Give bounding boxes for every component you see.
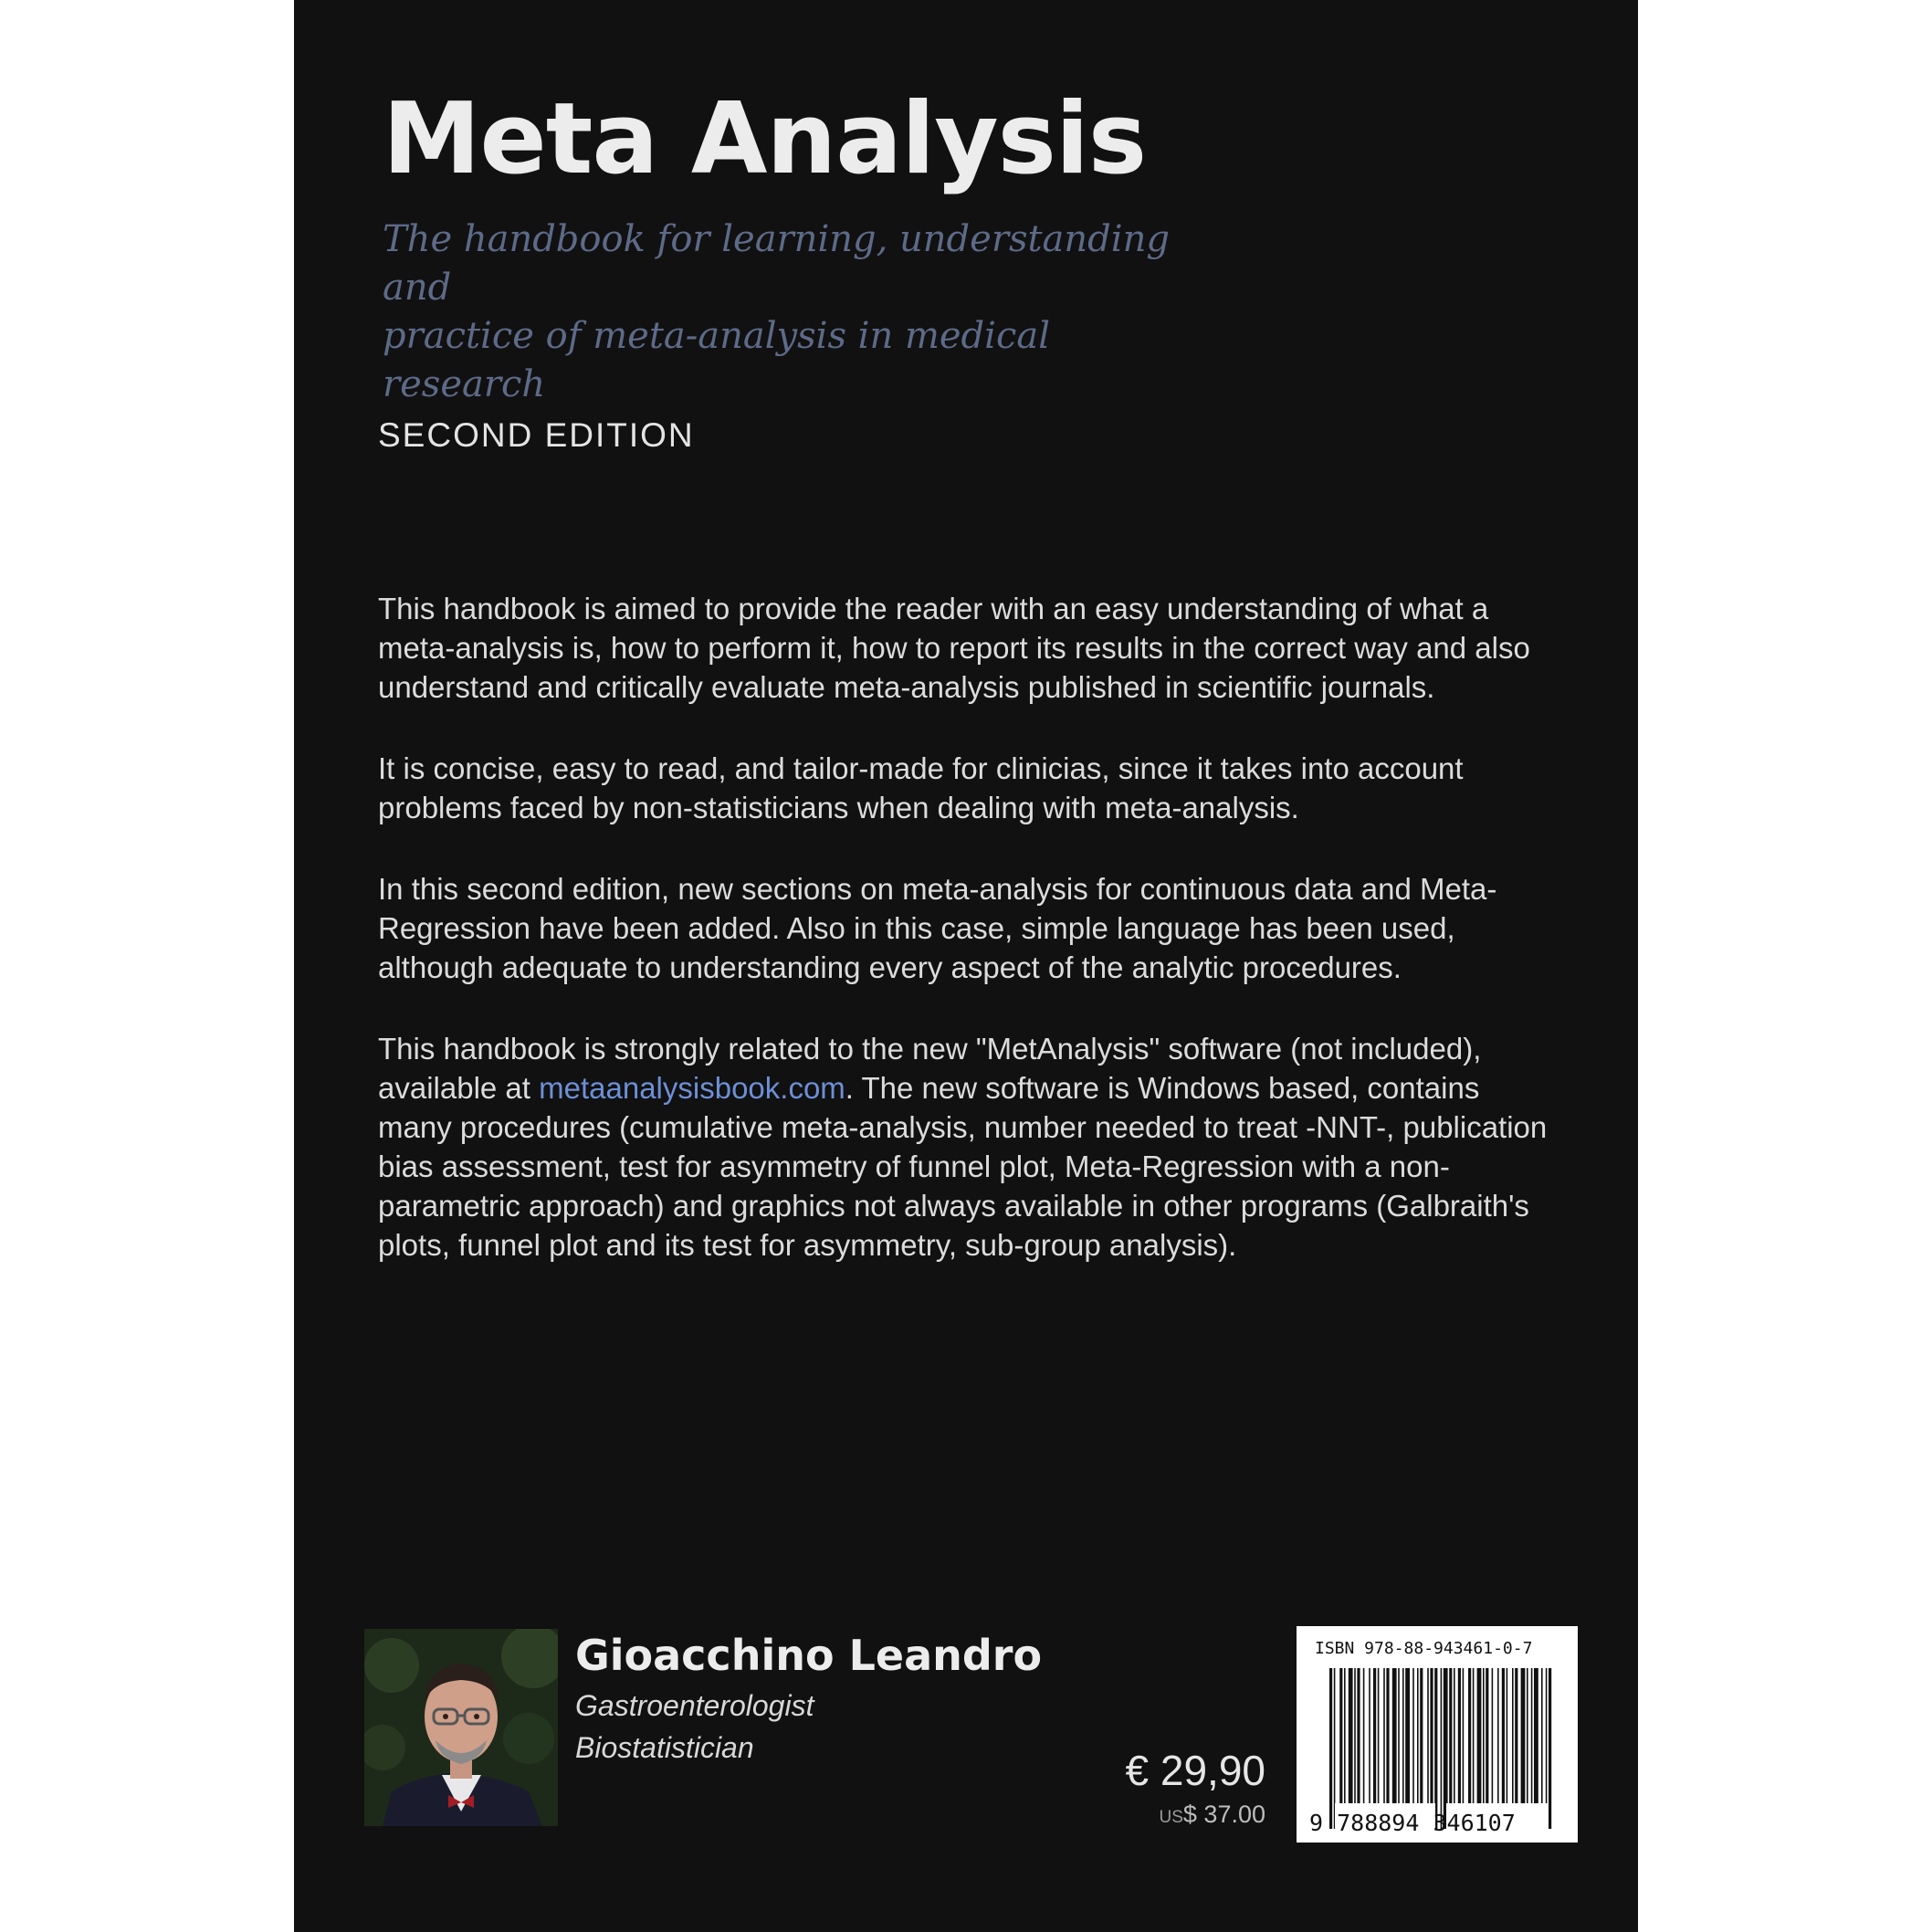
price-usd-value: $ 37.00 <box>1182 1801 1265 1828</box>
book-title: Meta Analysis <box>383 82 1147 196</box>
price-usd <box>1160 1801 1266 1829</box>
author-name: Gioacchino Leandro <box>575 1631 1043 1680</box>
book-back-cover <box>294 0 1638 1932</box>
price-euro: € 29,90 <box>1125 1747 1265 1794</box>
barcode-bar <box>1549 1668 1551 1829</box>
barcode-bar <box>1329 1668 1332 1829</box>
author-photo <box>364 1629 558 1826</box>
isbn-barcode <box>1297 1626 1578 1843</box>
edition-label: SECOND EDITION <box>378 416 695 454</box>
paragraph-4-text-start: This handbook is strongly related to the new "MetAnalysis" software (not included), available at <box>378 1032 1482 1105</box>
subtitle-line-1: The handbook for learning, understanding and <box>383 218 1170 309</box>
book-subtitle <box>383 215 1204 409</box>
subtitle-line-2: practice of meta-analysis in medical research <box>383 315 1050 405</box>
isbn-label: ISBN 978-88-943461-0-7 <box>1315 1639 1533 1658</box>
author-role-1: Gastroenterologist <box>575 1689 814 1722</box>
website-link[interactable]: metaanalysisbook.com <box>539 1071 845 1105</box>
author-portrait-image <box>364 1629 558 1826</box>
author-role-2: Biostatistician <box>575 1731 754 1764</box>
blurb-paragraph-2: It is concise, easy to read, and tailor-made for clinicias, since it takes into account problems faced by non-statisticians when dealing with meta-analysis. <box>378 751 1464 824</box>
barcode-icon <box>1309 1664 1565 1838</box>
blurb-paragraph-1: This handbook is aimed to provide the reader with an easy understanding of what a meta-analysis is, how to perform it, how to report its results in the correct way and also understand and critically evaluate meta-analysis published in scientific journals. <box>378 592 1530 704</box>
blurb-paragraph-3: In this second edition, new sections on meta-analysis for continuous data and Meta-Regression have been added. Also in this case, simple language has been used, although adequate to understanding every aspect of the analytic procedures. <box>378 872 1497 984</box>
price-usd-prefix: US <box>1159 1808 1183 1827</box>
blurb-paragraph-4 <box>378 1029 1556 1265</box>
barcode-bar <box>1441 1668 1443 1829</box>
barcode-digits: 9 788894 346107 <box>1309 1810 1516 1836</box>
blurb-text <box>378 589 1556 1307</box>
paragraph-4-text-end: . The new software is Windows based, contains many procedures (cumulative meta-analysis, number needed to treat -NNT-, publication bias assessment, test for asymmetry of funnel plot, Meta-Regression with a non-parametric approach) and graphics not always available in other programs (Galbraith's plots, funnel plot and its test for asymmetry, sub-group analysis). <box>378 1071 1548 1262</box>
